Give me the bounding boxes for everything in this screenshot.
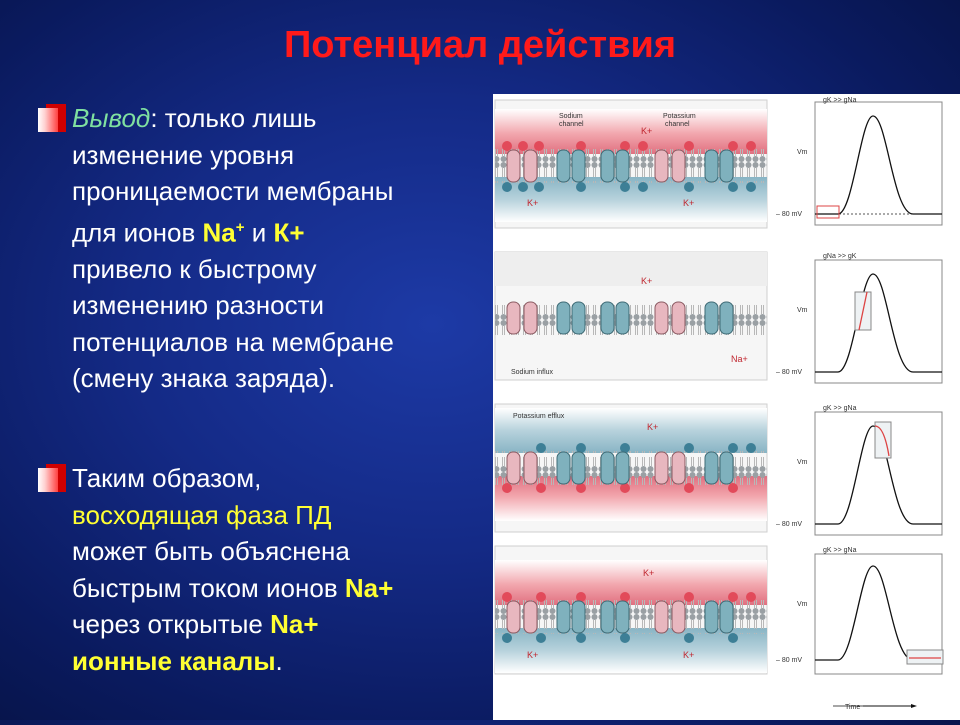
k-plus-label: K+ [647, 422, 659, 432]
k-plus-label: K+ [641, 126, 653, 136]
rising-phase-text: восходящая фаза ПД [72, 499, 332, 530]
k-ion: К+ [273, 217, 305, 248]
potassium-label: Potassium [663, 113, 696, 120]
conductance-label: gK >> gNa [823, 97, 857, 104]
bullet-text-1 [72, 100, 477, 397]
panel-3 [495, 404, 942, 535]
na-plus-label: Na+ [731, 354, 748, 364]
text-line: : только лишь [150, 103, 317, 133]
k-plus-label: K+ [643, 568, 655, 578]
bullet-text-2 [72, 460, 477, 679]
text-line: может быть объяснена [72, 536, 350, 566]
ion-channels-text: ионные каналы [72, 645, 276, 676]
mv-label: – 80 mV [776, 369, 803, 376]
sodium-label: Sodium [559, 113, 583, 120]
text-line: быстрым током ионов [72, 572, 345, 603]
na-ion: Na+ [344, 572, 394, 603]
slide-title: Потенциал действия [283, 24, 677, 66]
conductance-label: gNa >> gK [823, 253, 857, 260]
text-period: . [275, 645, 283, 676]
k-plus-label: K+ [683, 650, 695, 660]
time-label: Time [845, 704, 861, 711]
channel-label: channel [559, 121, 584, 128]
channel-label: channel [665, 121, 690, 128]
figure-svg [493, 94, 960, 720]
text-line: изменению разности [72, 290, 325, 321]
na-ion: Na+ [270, 609, 319, 639]
arrow-right-icon [911, 704, 917, 708]
text-line: привело к быстрому [72, 253, 317, 284]
text-line: потенциалов на мембране [72, 326, 394, 357]
k-plus-label: K+ [641, 276, 653, 286]
text-line: для ионов [72, 217, 203, 248]
text-line: изменение уровня [72, 139, 295, 170]
conductance-label: gK >> gNa [823, 405, 857, 412]
action-potential-figure [493, 94, 960, 720]
panel-4 [495, 546, 943, 711]
na-ion-sup: + [235, 218, 245, 236]
vm-label: Vm [797, 307, 808, 314]
conclusion-label: Вывод [72, 103, 151, 133]
text-line: проницаемости мембраны [72, 176, 394, 206]
panel-1 [495, 97, 942, 228]
k-plus-label: K+ [527, 198, 539, 208]
mv-label: – 80 mV [776, 521, 803, 528]
bullet-marker-1 [38, 104, 66, 132]
phase-highlight [907, 650, 943, 664]
text-line: Таким образом, [72, 463, 262, 493]
k-plus-label: K+ [683, 198, 695, 208]
bullet-marker-2 [38, 464, 66, 492]
vm-label: Vm [797, 149, 808, 156]
mv-label: – 80 mV [776, 657, 803, 664]
text-line: (смену знака заряда). [72, 363, 336, 394]
text-and: и [244, 217, 274, 248]
vm-label: Vm [797, 459, 808, 466]
sodium-influx-label: Sodium influx [511, 369, 554, 376]
na-ion: Na [202, 217, 236, 248]
potassium-efflux-label: Potassium efflux [513, 413, 565, 420]
text-line: через открытые [72, 609, 271, 639]
conductance-label: gK >> gNa [823, 547, 857, 554]
mv-label: – 80 mV [776, 211, 803, 218]
panel-2 [495, 252, 942, 383]
vm-label: Vm [797, 601, 808, 608]
k-plus-label: K+ [527, 650, 539, 660]
